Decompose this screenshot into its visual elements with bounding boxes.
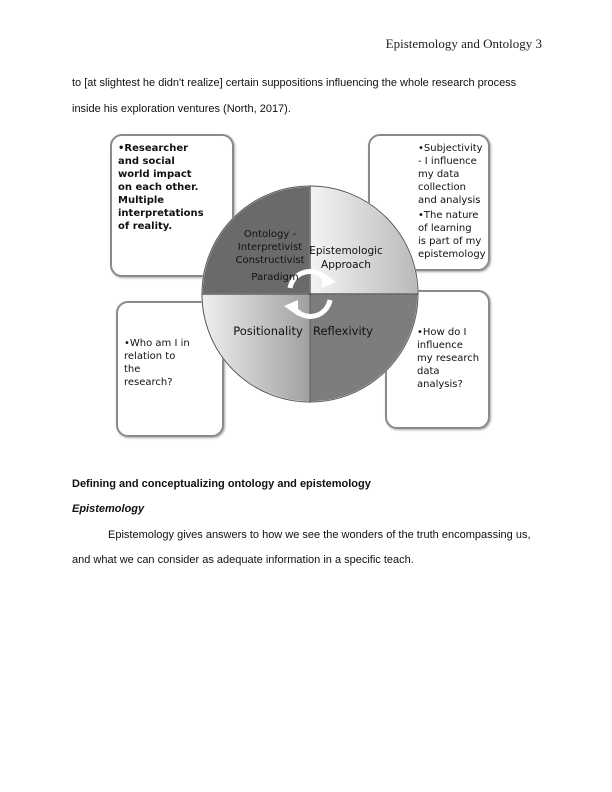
intro-line-1: to [at slightest he didn't realize] certain suppositions influencing the whole research process xyxy=(72,77,517,89)
label-ontology-line-2: Interpretivist xyxy=(237,242,303,253)
running-header: Epistemology and Ontology 3 xyxy=(385,36,542,51)
section-heading: Defining and conceptualizing ontology and epistemology xyxy=(72,478,371,490)
section-subheading: Epistemology xyxy=(72,503,145,515)
label-ontology-line-1: Ontology - xyxy=(243,229,297,240)
research-paradigm-diagram xyxy=(100,128,500,448)
callout-top-right-bullet-1: •Subjectivity - I influence my data collection and analysis xyxy=(418,143,483,206)
callout-bottom-left-bullet: •Who am I in relation to the research? xyxy=(124,338,190,388)
body-line-1: Epistemology gives answers to how we see the wonders of the truth encompassing us, xyxy=(108,529,531,541)
label-ontology-line-4: Paradigm xyxy=(251,272,299,283)
callout-bottom-right-bullet: •How do I influence my research data analysis? xyxy=(417,327,480,390)
label-ontology xyxy=(226,228,314,284)
label-reflexivity: Reflexivity xyxy=(313,324,373,338)
paradigm-circle xyxy=(100,128,500,448)
label-positionality: Positionality xyxy=(233,324,303,338)
label-epistemologic-line-1: Epistemologic xyxy=(309,245,383,257)
intro-line-2: inside his exploration ventures (North, 2017). xyxy=(72,103,291,115)
label-epistemologic-line-2: Approach xyxy=(321,259,371,271)
callout-top-left-bullet: •Researcher and social world impact on each other. Multiple interpretations of reality. xyxy=(118,143,204,232)
body-line-2: and what we can consider as adequate information in a specific teach. xyxy=(72,554,414,566)
label-ontology-line-3: Constructivist xyxy=(235,255,305,266)
callout-top-right-bullet-2: •The nature of learning is part of my epistemology xyxy=(418,210,486,260)
label-epistemologic xyxy=(304,244,388,272)
